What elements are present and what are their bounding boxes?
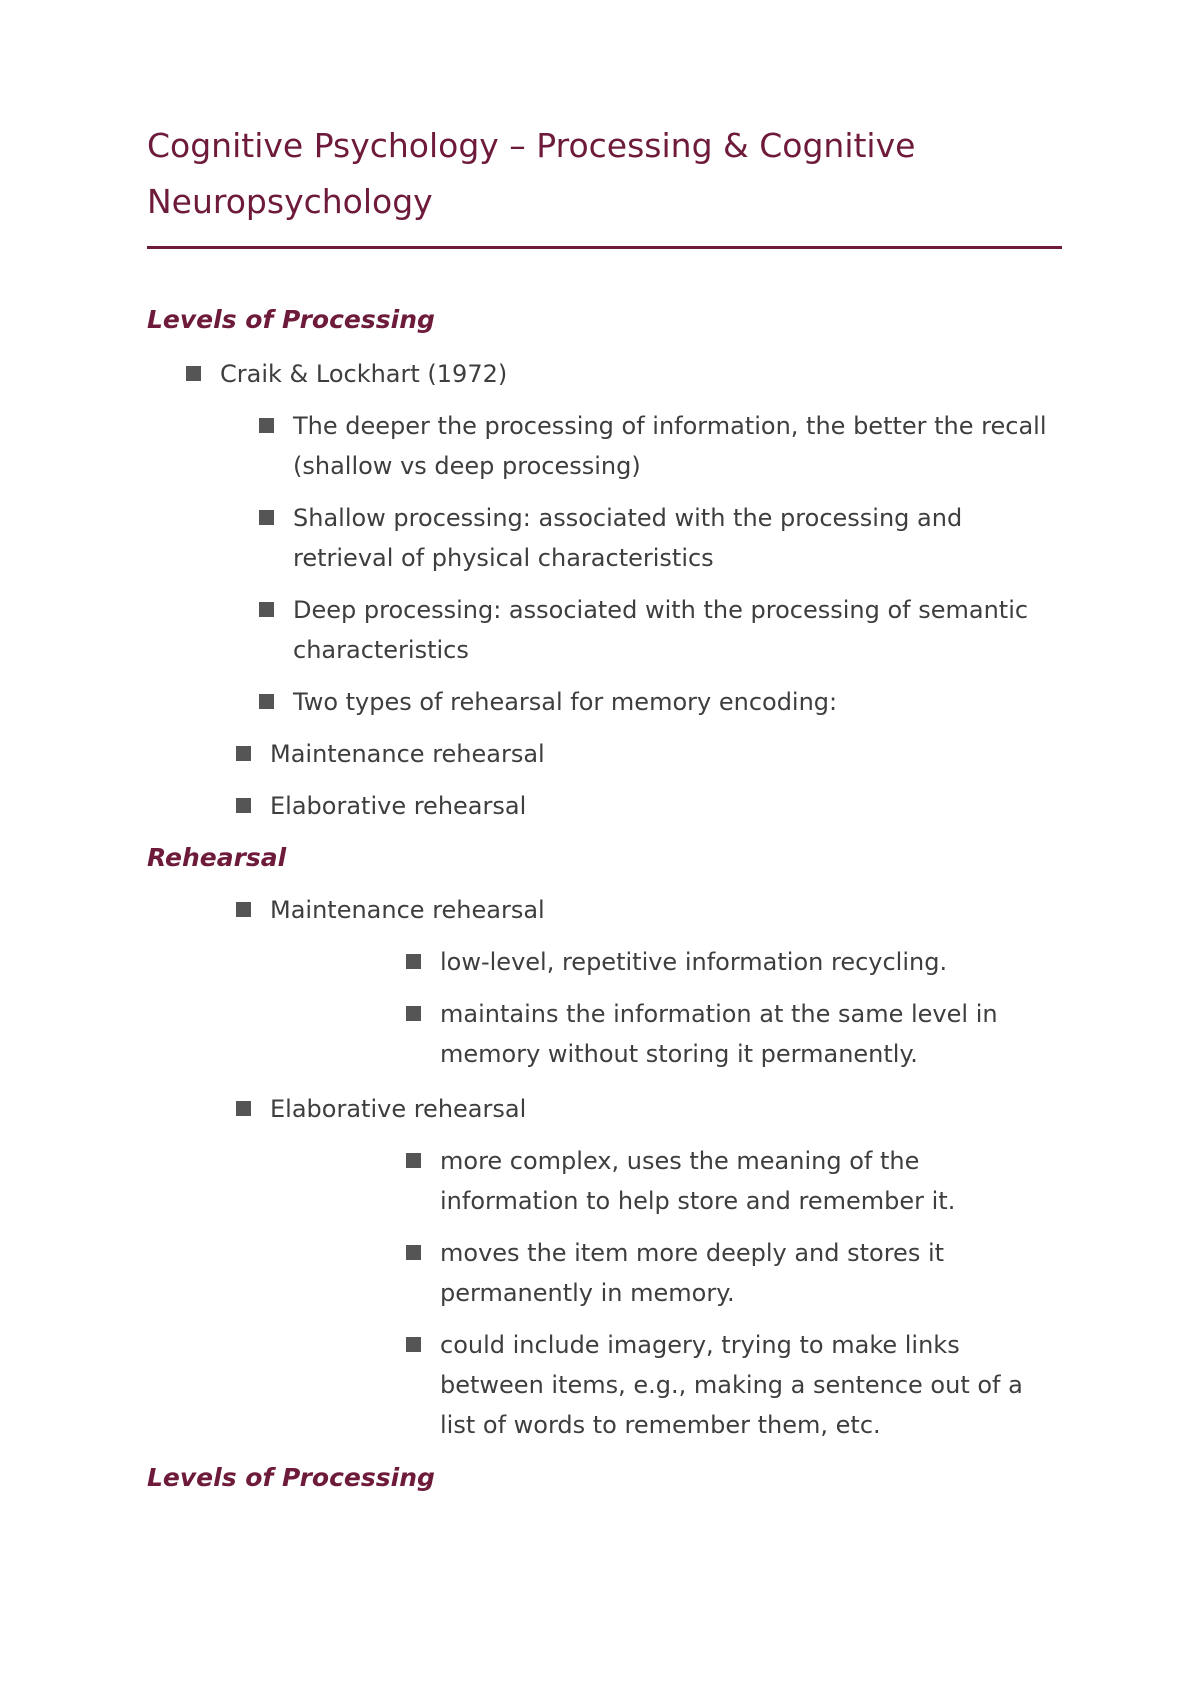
list-item-text: Two types of rehearsal for memory encoding: <box>293 688 838 716</box>
list-item <box>440 994 1040 1074</box>
list-item-text: could include imagery, trying to make links between items, e.g., making a sentence out of a list of words to remember them, etc. <box>440 1331 1023 1439</box>
square-bullet-icon <box>236 746 251 761</box>
square-bullet-icon <box>259 418 274 433</box>
list-item-text: Craik & Lockhart (1972) <box>220 360 508 388</box>
list-item-text: low-level, repetitive information recycling. <box>440 948 948 976</box>
list-item <box>293 498 1053 578</box>
list-item-text: Maintenance rehearsal <box>270 896 545 924</box>
list-item <box>440 1141 1000 1221</box>
section-heading-rehearsal: Rehearsal <box>147 843 287 872</box>
list-item-text: The deeper the processing of information, the better the recall (shallow vs deep processing) <box>293 412 1047 480</box>
list-item <box>440 942 1040 982</box>
list-item <box>293 406 1053 486</box>
list-item <box>270 890 1030 930</box>
square-bullet-icon <box>406 1337 421 1352</box>
square-bullet-icon <box>236 1101 251 1116</box>
list-item <box>293 682 1053 722</box>
square-bullet-icon <box>259 602 274 617</box>
square-bullet-icon <box>259 694 274 709</box>
square-bullet-icon <box>406 1153 421 1168</box>
square-bullet-icon <box>259 510 274 525</box>
list-item <box>220 354 1040 394</box>
square-bullet-icon <box>236 798 251 813</box>
list-item-text: maintains the information at the same level in memory without storing it permanently. <box>440 1000 998 1068</box>
document-title: Cognitive Psychology – Processing & Cognitive Neuropsychology <box>147 126 916 221</box>
list-item <box>440 1325 1040 1445</box>
title-divider <box>147 246 1062 249</box>
square-bullet-icon <box>236 902 251 917</box>
section-heading-levels-of-processing-2: Levels of Processing <box>147 1463 435 1492</box>
list-item <box>270 786 1030 826</box>
list-item <box>440 1233 1000 1313</box>
list-item-text: Elaborative rehearsal <box>270 792 527 820</box>
list-item-text: Maintenance rehearsal <box>270 740 545 768</box>
list-item-text: moves the item more deeply and stores it permanently in memory. <box>440 1239 945 1307</box>
list-item <box>270 1089 1030 1129</box>
section-heading-levels-of-processing: Levels of Processing <box>147 305 435 334</box>
square-bullet-icon <box>186 366 201 381</box>
square-bullet-icon <box>406 954 421 969</box>
list-item <box>293 590 1053 670</box>
list-item <box>270 734 1030 774</box>
square-bullet-icon <box>406 1245 421 1260</box>
list-item-text: more complex, uses the meaning of the information to help store and remember it. <box>440 1147 956 1215</box>
list-item-text: Elaborative rehearsal <box>270 1095 527 1123</box>
list-item-text: Shallow processing: associated with the processing and retrieval of physical characteristics <box>293 504 963 572</box>
list-item-text: Deep processing: associated with the processing of semantic characteristics <box>293 596 1029 664</box>
square-bullet-icon <box>406 1006 421 1021</box>
